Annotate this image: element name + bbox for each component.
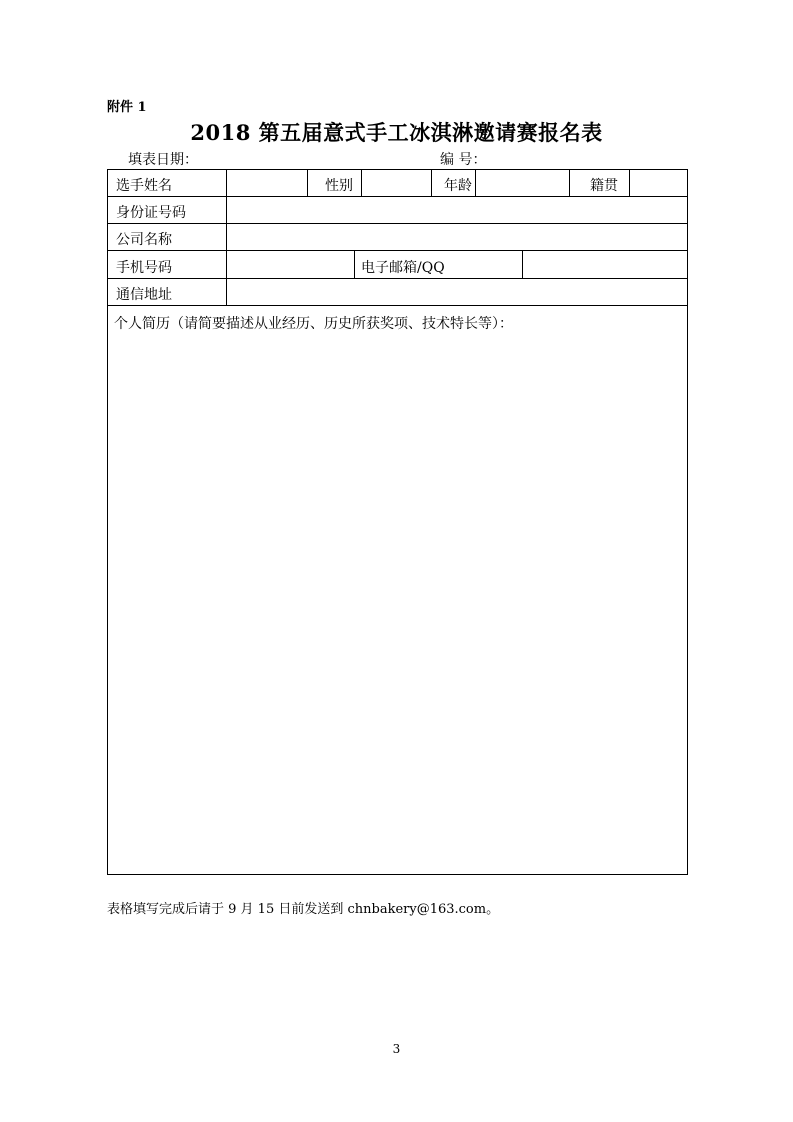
row-divider: [108, 250, 687, 251]
id-number-input[interactable]: [229, 199, 684, 221]
submission-note: 表格填写完成后请于 9 月 15 日前发送到 chnbakery@163.com。: [107, 902, 500, 917]
native-place-input[interactable]: [632, 172, 684, 194]
column-divider: [629, 170, 630, 196]
age-label: 年龄: [444, 178, 472, 194]
resume-label: 个人简历（请简要描述从业经历、历史所获奖项、技术特长等）：: [114, 316, 513, 332]
id-number-label: 身份证号码: [116, 205, 186, 221]
email-qq-input[interactable]: [525, 253, 684, 276]
gender-input[interactable]: [364, 172, 429, 194]
mobile-label: 手机号码: [116, 260, 172, 276]
column-divider: [569, 170, 570, 196]
registration-form-table: [107, 169, 688, 875]
column-divider: [431, 170, 432, 196]
fill-date-label: 填表日期：: [128, 152, 198, 168]
row-divider: [108, 278, 687, 279]
mobile-input[interactable]: [229, 253, 352, 276]
company-label: 公司名称: [116, 232, 172, 248]
serial-number-label: 编 号：: [440, 152, 487, 168]
company-input[interactable]: [229, 226, 684, 248]
column-divider: [226, 170, 227, 305]
row-divider: [108, 196, 687, 197]
page-title: 2018 第五届意式手工冰淇淋邀请赛报名表: [190, 120, 603, 145]
column-divider: [475, 170, 476, 196]
contestant-name-label: 选手姓名: [116, 178, 172, 194]
age-input[interactable]: [478, 172, 567, 194]
attachment-label: 附件 1: [107, 100, 147, 115]
page-number: 3: [392, 1042, 401, 1056]
column-divider: [354, 250, 355, 278]
address-input[interactable]: [229, 281, 684, 303]
contestant-name-input[interactable]: [229, 172, 305, 194]
column-divider: [361, 170, 362, 196]
address-label: 通信地址: [116, 287, 172, 303]
row-divider: [108, 305, 687, 306]
column-divider: [522, 250, 523, 278]
resume-textarea[interactable]: [114, 332, 685, 871]
gender-label: 性别: [325, 178, 353, 194]
email-qq-label: 电子邮箱/QQ: [361, 260, 445, 276]
native-place-label: 籍贯: [590, 178, 618, 194]
column-divider: [307, 170, 308, 196]
row-divider: [108, 223, 687, 224]
